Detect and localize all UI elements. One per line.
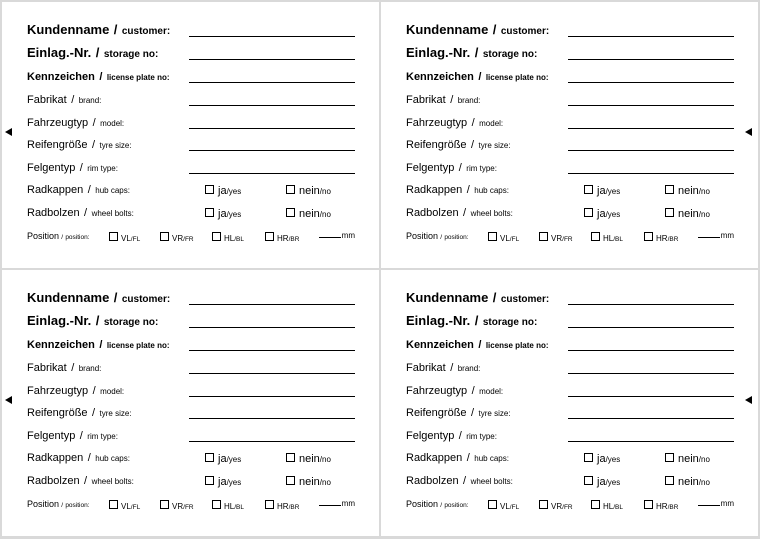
- bolts-yes-checkbox[interactable]: [584, 476, 593, 485]
- storage-field[interactable]: [189, 59, 355, 60]
- position-option-fr[interactable]: VR/FR: [539, 500, 573, 512]
- tyre-label: Reifengröße / tyre size:: [27, 407, 132, 419]
- rim-field[interactable]: [189, 441, 355, 442]
- tyre-label: Reifengröße / tyre size:: [406, 407, 511, 419]
- rim-row: [27, 157, 355, 177]
- position-option-fr[interactable]: VR/FR: [539, 232, 573, 244]
- brand-row: [27, 89, 355, 109]
- tread-depth-blank[interactable]: [319, 505, 341, 506]
- hubcaps-label: Radkappen / hub caps:: [406, 184, 509, 196]
- storage-label: Einlag.-Nr. / storage no:: [27, 313, 159, 328]
- position-option-bl[interactable]: HL/BL: [212, 232, 244, 244]
- plate-field[interactable]: [189, 350, 355, 351]
- tyre-row: [27, 134, 355, 154]
- model-label: Fahrzeugtyp / model:: [27, 117, 125, 129]
- tyre-row: [27, 402, 355, 422]
- rim-row: [406, 425, 734, 445]
- plate-row: [27, 66, 355, 86]
- hubcaps-no-option[interactable]: nein/no: [665, 453, 710, 465]
- bolts-no-option[interactable]: nein/no: [286, 208, 331, 220]
- bolts-label: Radbolzen / wheel bolts:: [406, 475, 513, 487]
- label-card-bottom-right: [381, 270, 758, 536]
- position-row: [27, 500, 355, 514]
- model-row: [27, 112, 355, 132]
- model-label: Fahrzeugtyp / model:: [406, 385, 504, 397]
- brand-row: [406, 357, 734, 377]
- rim-label: Felgentyp / rim type:: [406, 162, 497, 174]
- bolts-yes-option[interactable]: ja/yes: [205, 476, 241, 488]
- storage-field[interactable]: [568, 59, 734, 60]
- bolts-yes-option[interactable]: ja/yes: [584, 476, 620, 488]
- bolts-yes-checkbox[interactable]: [205, 208, 214, 217]
- hubcaps-yes-option[interactable]: ja/yes: [584, 185, 620, 197]
- rim-row: [406, 157, 734, 177]
- position-option-fr[interactable]: VR/FR: [160, 232, 194, 244]
- plate-label: Kennzeichen / license plate no:: [406, 339, 549, 351]
- hubcaps-yes-checkbox[interactable]: [584, 185, 593, 194]
- customer-label: Kundenname / customer:: [406, 22, 550, 37]
- storage-row: [27, 43, 355, 63]
- rim-field[interactable]: [189, 173, 355, 174]
- customer-field[interactable]: [568, 304, 734, 305]
- brand-label: Fabrikat / brand:: [27, 94, 102, 106]
- hubcaps-yes-option[interactable]: ja/yes: [584, 453, 620, 465]
- position-label: Position / position:: [406, 499, 469, 509]
- bolts-yes-option[interactable]: ja/yes: [205, 208, 241, 220]
- position-br-checkbox[interactable]: [644, 500, 653, 509]
- storage-label: Einlag.-Nr. / storage no:: [406, 313, 538, 328]
- customer-field[interactable]: [189, 36, 355, 37]
- position-fr-checkbox[interactable]: [160, 232, 169, 241]
- hubcaps-row: [27, 447, 355, 467]
- hubcaps-row: [27, 179, 355, 199]
- bolts-label: Radbolzen / wheel bolts:: [27, 475, 134, 487]
- model-field[interactable]: [568, 396, 734, 397]
- position-bl-checkbox[interactable]: [212, 500, 221, 509]
- position-br-checkbox[interactable]: [265, 232, 274, 241]
- position-option-bl[interactable]: HL/BL: [591, 232, 623, 244]
- brand-field[interactable]: [189, 105, 355, 106]
- bolts-row: [27, 470, 355, 490]
- customer-label: Kundenname / customer:: [27, 22, 171, 37]
- tread-depth-field[interactable]: mm: [319, 232, 355, 240]
- position-row: [406, 500, 734, 514]
- position-bl-checkbox[interactable]: [591, 500, 600, 509]
- position-fr-checkbox[interactable]: [539, 500, 548, 509]
- position-fl-checkbox[interactable]: [488, 232, 497, 241]
- position-fr-checkbox[interactable]: [160, 500, 169, 509]
- tread-depth-blank[interactable]: [319, 237, 341, 238]
- hubcaps-label: Radkappen / hub caps:: [27, 184, 130, 196]
- bolts-row: [406, 202, 734, 222]
- position-fr-checkbox[interactable]: [539, 232, 548, 241]
- bolts-no-checkbox[interactable]: [665, 476, 674, 485]
- hubcaps-yes-checkbox[interactable]: [205, 185, 214, 194]
- customer-field[interactable]: [568, 36, 734, 37]
- customer-field[interactable]: [189, 304, 355, 305]
- plate-field[interactable]: [189, 82, 355, 83]
- bolts-no-checkbox[interactable]: [286, 476, 295, 485]
- plate-label: Kennzeichen / license plate no:: [27, 71, 170, 83]
- plate-field[interactable]: [568, 82, 734, 83]
- position-option-bl[interactable]: HL/BL: [591, 500, 623, 512]
- bolts-yes-checkbox[interactable]: [584, 208, 593, 217]
- tyre-field[interactable]: [189, 418, 355, 419]
- position-fl-checkbox[interactable]: [109, 500, 118, 509]
- tyre-row: [406, 134, 734, 154]
- hubcaps-yes-checkbox[interactable]: [205, 453, 214, 462]
- bolts-no-option[interactable]: nein/no: [665, 208, 710, 220]
- tread-depth-blank[interactable]: [698, 505, 720, 506]
- position-option-bl[interactable]: HL/BL: [212, 500, 244, 512]
- brand-row: [406, 89, 734, 109]
- storage-row: [27, 311, 355, 331]
- label-card-top-left: [2, 2, 379, 268]
- model-label: Fahrzeugtyp / model:: [27, 385, 125, 397]
- model-row: [406, 112, 734, 132]
- hubcaps-no-checkbox[interactable]: [665, 185, 674, 194]
- label-card-top-right: [381, 2, 758, 268]
- position-option-fl[interactable]: VL/FL: [109, 232, 140, 244]
- brand-label: Fabrikat / brand:: [406, 362, 481, 374]
- hubcaps-no-checkbox[interactable]: [286, 453, 295, 462]
- position-option-br[interactable]: HR/BR: [644, 500, 678, 512]
- hubcaps-no-option[interactable]: nein/no: [665, 185, 710, 197]
- brand-field[interactable]: [568, 105, 734, 106]
- brand-label: Fabrikat / brand:: [406, 94, 481, 106]
- bolts-yes-option[interactable]: ja/yes: [584, 208, 620, 220]
- position-bl-checkbox[interactable]: [212, 232, 221, 241]
- position-label: Position / position:: [406, 231, 469, 241]
- bolts-row: [27, 202, 355, 222]
- bolts-row: [406, 470, 734, 490]
- position-option-fr[interactable]: VR/FR: [160, 500, 194, 512]
- cut-mark-arrow: [745, 128, 752, 136]
- position-fl-checkbox[interactable]: [109, 232, 118, 241]
- brand-label: Fabrikat / brand:: [27, 362, 102, 374]
- hubcaps-yes-option[interactable]: ja/yes: [205, 453, 241, 465]
- hubcaps-row: [406, 447, 734, 467]
- bolts-no-checkbox[interactable]: [665, 208, 674, 217]
- hubcaps-no-option[interactable]: nein/no: [286, 185, 331, 197]
- tread-depth-blank[interactable]: [698, 237, 720, 238]
- bolts-no-option[interactable]: nein/no: [286, 476, 331, 488]
- tread-depth-field[interactable]: mm: [698, 232, 734, 240]
- customer-row: [406, 20, 734, 40]
- rim-field[interactable]: [568, 173, 734, 174]
- position-br-checkbox[interactable]: [644, 232, 653, 241]
- tyre-label: Reifengröße / tyre size:: [27, 139, 132, 151]
- plate-row: [406, 66, 734, 86]
- model-field[interactable]: [189, 396, 355, 397]
- rim-row: [27, 425, 355, 445]
- bolts-no-option[interactable]: nein/no: [665, 476, 710, 488]
- rim-field[interactable]: [568, 441, 734, 442]
- plate-label: Kennzeichen / license plate no:: [406, 71, 549, 83]
- tyre-row: [406, 402, 734, 422]
- position-option-fl[interactable]: VL/FL: [488, 500, 519, 512]
- tyre-label: Reifengröße / tyre size:: [406, 139, 511, 151]
- bolts-no-checkbox[interactable]: [286, 208, 295, 217]
- customer-row: [406, 288, 734, 308]
- hubcaps-yes-option[interactable]: ja/yes: [205, 185, 241, 197]
- hubcaps-yes-checkbox[interactable]: [584, 453, 593, 462]
- tyre-field[interactable]: [568, 150, 734, 151]
- position-label: Position / position:: [27, 231, 90, 241]
- brand-field[interactable]: [568, 373, 734, 374]
- tyre-field[interactable]: [568, 418, 734, 419]
- hubcaps-label: Radkappen / hub caps:: [406, 452, 509, 464]
- storage-row: [406, 311, 734, 331]
- cut-mark-arrow: [5, 128, 12, 136]
- position-option-fl[interactable]: VL/FL: [488, 232, 519, 244]
- rim-label: Felgentyp / rim type:: [27, 162, 118, 174]
- position-row: [27, 232, 355, 246]
- position-bl-checkbox[interactable]: [591, 232, 600, 241]
- hubcaps-label: Radkappen / hub caps:: [27, 452, 130, 464]
- customer-row: [27, 20, 355, 40]
- cut-mark-arrow: [5, 396, 12, 404]
- bolts-yes-checkbox[interactable]: [205, 476, 214, 485]
- storage-row: [406, 43, 734, 63]
- position-label: Position / position:: [27, 499, 90, 509]
- tyre-field[interactable]: [189, 150, 355, 151]
- hubcaps-no-option[interactable]: nein/no: [286, 453, 331, 465]
- position-row: [406, 232, 734, 246]
- plate-label: Kennzeichen / license plate no:: [27, 339, 170, 351]
- rim-label: Felgentyp / rim type:: [406, 430, 497, 442]
- storage-field[interactable]: [189, 327, 355, 328]
- plate-row: [27, 334, 355, 354]
- bolts-label: Radbolzen / wheel bolts:: [27, 207, 134, 219]
- position-option-br[interactable]: HR/BR: [265, 500, 299, 512]
- model-label: Fahrzeugtyp / model:: [406, 117, 504, 129]
- storage-field[interactable]: [568, 327, 734, 328]
- bolts-label: Radbolzen / wheel bolts:: [406, 207, 513, 219]
- tread-depth-field[interactable]: mm: [319, 500, 355, 508]
- position-option-br[interactable]: HR/BR: [644, 232, 678, 244]
- cut-mark-arrow: [745, 396, 752, 404]
- position-fl-checkbox[interactable]: [488, 500, 497, 509]
- model-row: [406, 380, 734, 400]
- hubcaps-row: [406, 179, 734, 199]
- model-field[interactable]: [568, 128, 734, 129]
- position-option-br[interactable]: HR/BR: [265, 232, 299, 244]
- tread-depth-field[interactable]: mm: [698, 500, 734, 508]
- brand-field[interactable]: [189, 373, 355, 374]
- brand-row: [27, 357, 355, 377]
- model-field[interactable]: [189, 128, 355, 129]
- storage-label: Einlag.-Nr. / storage no:: [27, 45, 159, 60]
- hubcaps-no-checkbox[interactable]: [665, 453, 674, 462]
- customer-label: Kundenname / customer:: [406, 290, 550, 305]
- plate-row: [406, 334, 734, 354]
- storage-label: Einlag.-Nr. / storage no:: [406, 45, 538, 60]
- rim-label: Felgentyp / rim type:: [27, 430, 118, 442]
- label-card-bottom-left: [2, 270, 379, 536]
- hubcaps-no-checkbox[interactable]: [286, 185, 295, 194]
- customer-label: Kundenname / customer:: [27, 290, 171, 305]
- plate-field[interactable]: [568, 350, 734, 351]
- position-option-fl[interactable]: VL/FL: [109, 500, 140, 512]
- model-row: [27, 380, 355, 400]
- customer-row: [27, 288, 355, 308]
- position-br-checkbox[interactable]: [265, 500, 274, 509]
